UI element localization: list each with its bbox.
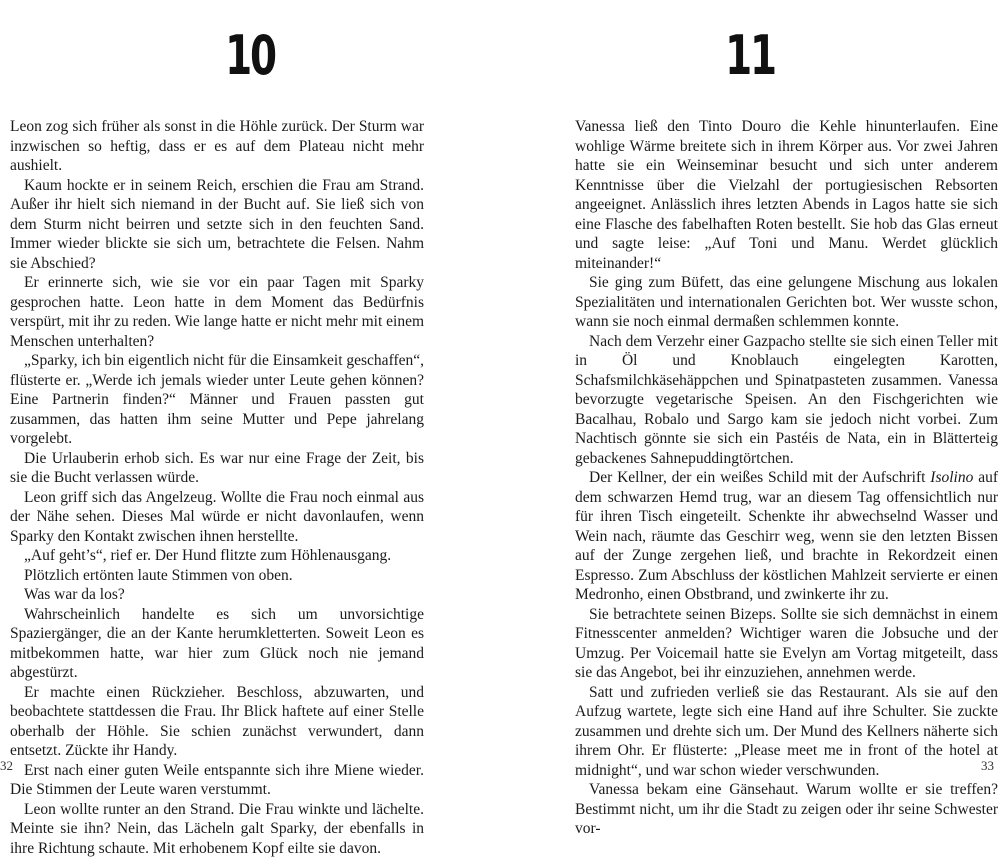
paragraph: Leon griff sich das Angelzeug. Wollte die Frau noch einmal aus der Nähe sehen. Dieses Mal würde er nicht davonlaufen, wenn Sparky den Kontakt zwischen ihnen herstellte. bbox=[10, 488, 424, 547]
waiter-name: Isolino bbox=[930, 469, 973, 486]
left-body-text bbox=[10, 117, 424, 858]
left-page bbox=[0, 0, 500, 800]
paragraph: Er machte einen Rückzieher. Beschloss, abzuwarten, und beobachtete stattdessen die Frau. Ihr Blick haftete auf einer Stelle oberhalb der Höhle. Sie schien zunächst verwundert, dann entsetzt. Zückte ihr Handy. bbox=[10, 683, 424, 761]
chapter-number: 10 bbox=[70, 24, 430, 87]
paragraph: Vanessa ließ den Tinto Douro die Kehle hinunterlaufen. Eine wohlige Wärme breitete sich in ihrem Körper aus. Vor zwei Jahren hatte sie ein Weinseminar besucht und sich unter anderem Kenntnisse über die Vielzahl der portugiesischen Rebsorten angeeignet. Anlässlich ihres letzten Abends in Lagos hatte sie sich eine Flasche des fabelhaften Roten bestellt. Sie hob das Glas erneut und sagte leise: „Auf Toni und Manu. Werdet glücklich miteinander!“ bbox=[575, 117, 998, 273]
right-page bbox=[500, 0, 1000, 800]
paragraph: Leon wollte runter an den Strand. Die Frau winkte und lächelte. Meinte sie ihn? Nein, das Lächeln galt Sparky, der ebenfalls in ihre Richtung schaute. Mit erhobenem Kopf eilte sie davon. bbox=[10, 800, 424, 858]
paragraph: Plötzlich ertönten laute Stimmen von oben. bbox=[10, 566, 424, 586]
paragraph: Wahrscheinlich handelte es sich um unvorsichtige Spaziergänger, die an der Kante herumkletterten. Soweit Leon es mitbekommen hatte, war hier zum Glück noch nie jemand abgestürzt. bbox=[10, 605, 424, 683]
paragraph: Er erinnerte sich, wie sie vor ein paar Tagen mit Sparky gesprochen hatte. Leon hatte in dem Moment das Bedürfnis verspürt, mit ihr zu reden. Wie lange hatte er nicht mehr mit einem Menschen unterhalten? bbox=[10, 273, 424, 351]
right-body-text bbox=[575, 117, 998, 839]
paragraph: Sie betrachtete seinen Bizeps. Sollte sie sich demnächst in einem Fitnesscenter anmelden? Wichtiger waren die Jobsuche und der Umzug. Per Voicemail hatte sie Evelyn am Vortag mitgeteilt, dass sie das Angebot, bei ihr einzuziehen, annehmen werde. bbox=[575, 605, 998, 683]
paragraph: Sie ging zum Büfett, das eine gelungene Mischung aus lokalen Spezialitäten und internationalen Gerichten bot. Wer wusste schon, wann sie noch einmal dermaßen schlemmen konnte. bbox=[575, 273, 998, 332]
paragraph: Nach dem Verzehr einer Gazpacho stellte sie sich einen Teller mit in Öl und Knoblauch eingelegten Karotten, Schafsmilchkäsehäppchen und Spinatpasteten zusammen. Vanessa bevorzugte vegetarische Speisen. An den Fischgerichten wie Bacalhau, Robalo und Sargo kam sie jedoch nicht vorbei. Zum Nachtisch gönnte sie sich ein Pastéis de Nata, ein in Blätterteig gebackenes Sahnepuddingtörtchen. bbox=[575, 332, 998, 469]
paragraph: Leon zog sich früher als sonst in die Höhle zurück. Der Sturm war inzwischen so heftig, dass er es auf dem Plateau nicht mehr aushielt. bbox=[10, 117, 424, 176]
paragraph: Kaum hockte er in seinem Reich, erschien die Frau am Strand. Außer ihr hielt sich niemand in der Bucht auf. Sie ließ sich von dem Sturm nicht beirren und setzte sich in den feuchten Sand. Immer wieder blickte sie sich um, betrachtete die Felsen. Nahm sie Abschied? bbox=[10, 176, 424, 274]
paragraph: Vanessa bekam eine Gänsehaut. Warum wollte er sie treffen? Bestimmt nicht, um ihr die Stadt zu zeigen oder ihr seine Schwester vor- bbox=[575, 780, 998, 839]
paragraph: Satt und zufrieden verließ sie das Restaurant. Als sie auf den Aufzug wartete, legte sich eine Hand auf ihre Schulter. Sie zuckte zusammen und drehte sich um. Der Mund des Kellners näherte sich ihrem Ohr. Er flüsterte: „Please meet me in front of the hotel at midnight“, und war schon wieder verschwunden. bbox=[575, 683, 998, 781]
paragraph: Erst nach einer guten Weile entspannte sich ihre Miene wieder. Die Stimmen der Leute waren verstummt. bbox=[10, 761, 424, 800]
text-run: Der Kellner, der ein weißes Schild mit der Aufschrift bbox=[589, 469, 930, 486]
text-run: auf dem schwarzen Hemd trug, war an diesem Tag offensichtlich nur für ihren Tisch eingeteilt. Schenkte ihr abwechselnd Wasser und Wein nach, räumte das Geschirr weg, wenn sie den letzten Bissen auf der Zunge zergehen ließ, und brachte in Rekordzeit einen Espresso. Zum Abschluss der köstlichen Mahlzeit servierte er einen Medronho, einen Obstbrand, und zwinkerte ihr zu. bbox=[575, 469, 998, 603]
chapter-number: 11 bbox=[570, 24, 930, 87]
paragraph bbox=[575, 468, 998, 605]
paragraph: Die Urlauberin erhob sich. Es war nur eine Frage der Zeit, bis sie die Bucht verlassen würde. bbox=[10, 449, 424, 488]
page-number: 33 bbox=[981, 758, 994, 774]
page-number: 32 bbox=[0, 758, 13, 774]
paragraph: „Sparky, ich bin eigentlich nicht für die Einsamkeit geschaffen“, flüsterte er. „Werde ich jemals wieder unter Leute gehen können? Eine Partnerin finden?“ Männer und Frauen passten gut zusammen, das hatten ihm seine Mutter und Pepe jahrelang vorgelebt. bbox=[10, 351, 424, 449]
paragraph: Was war da los? bbox=[10, 585, 424, 605]
paragraph: „Auf geht’s“, rief er. Der Hund flitzte zum Höhlenausgang. bbox=[10, 546, 424, 566]
